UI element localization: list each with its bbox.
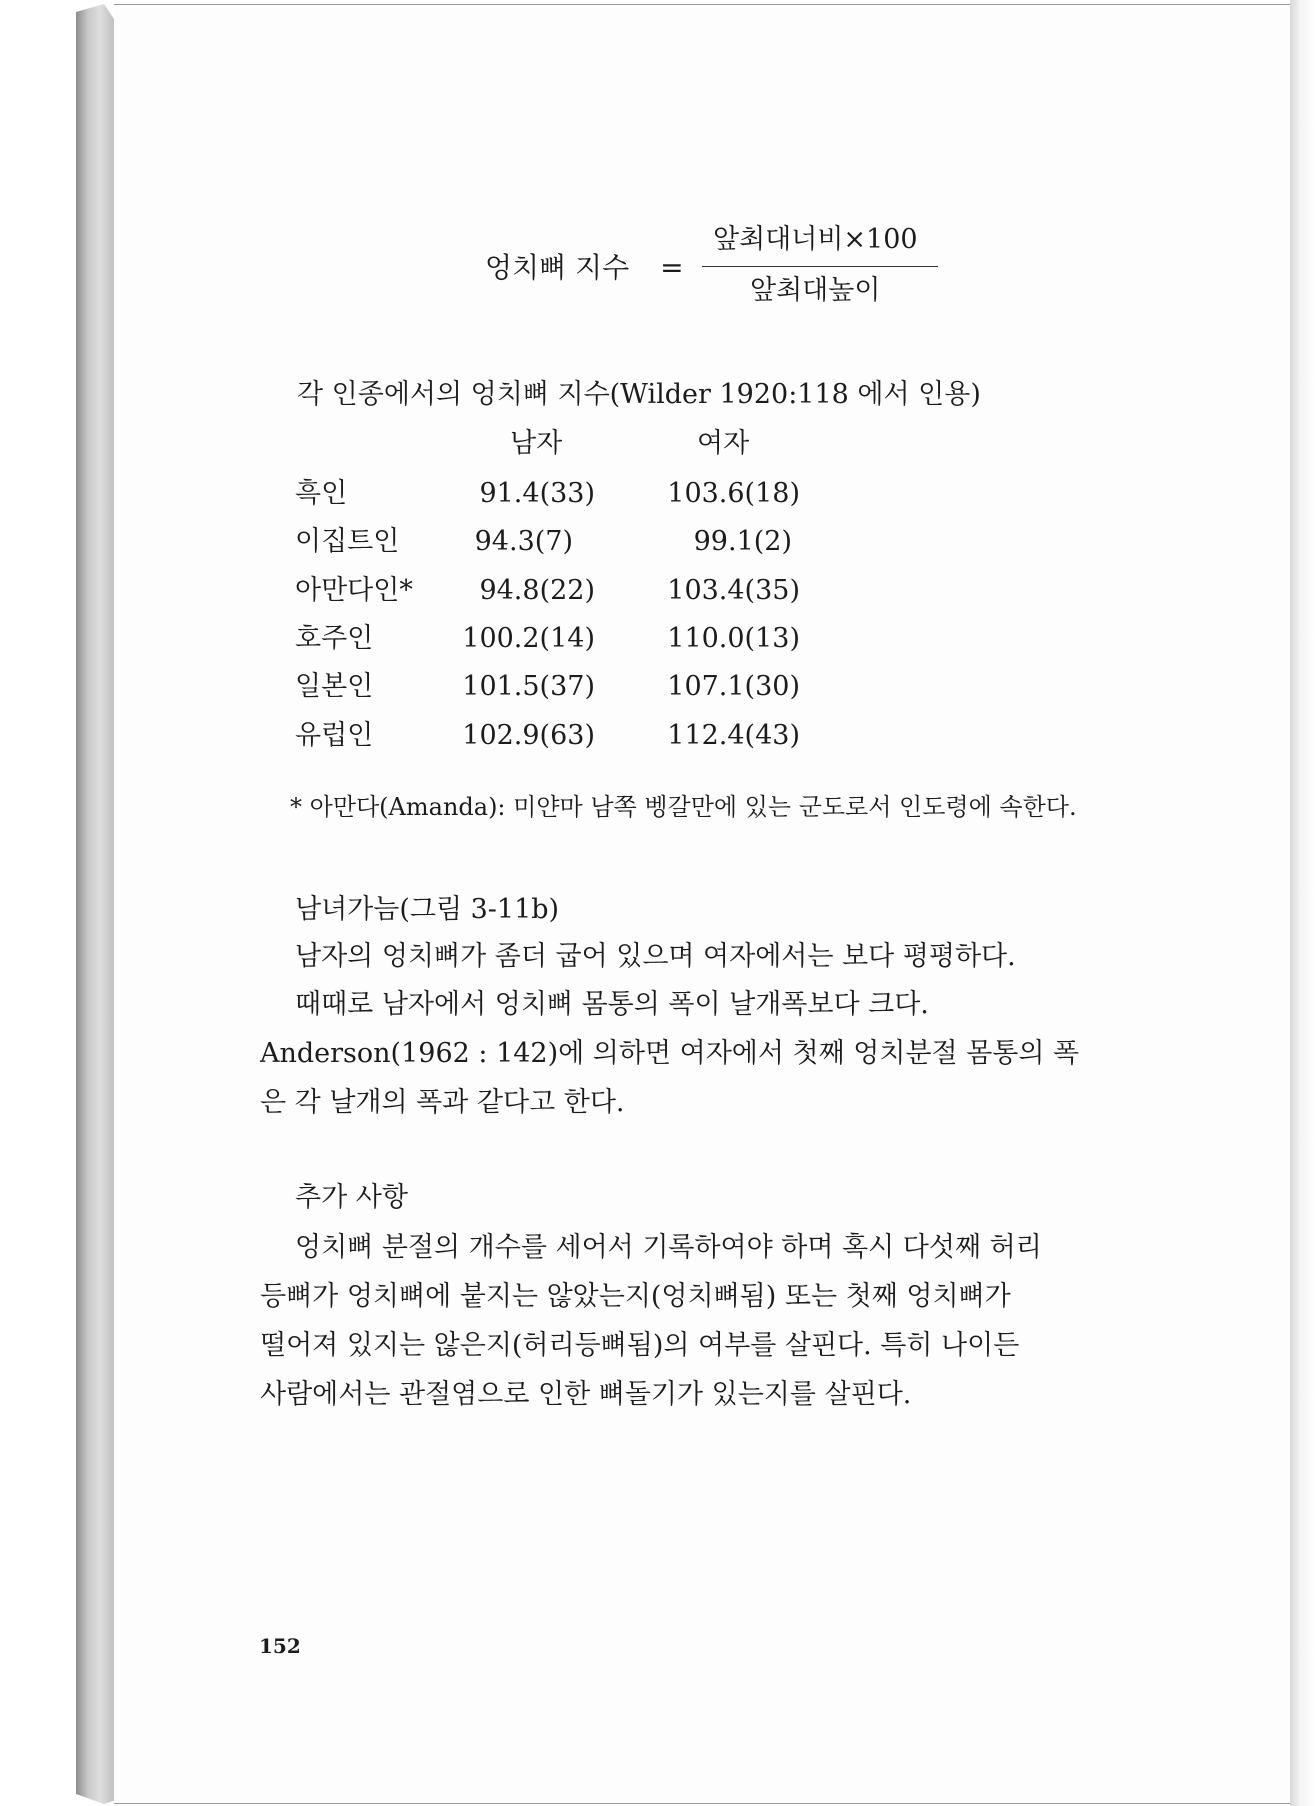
table-caption: 각 인종에서의 엉치뼈 지수(Wilder 1920:118 에서 인용) [297, 379, 981, 410]
paragraph-line: 엉치뼈 분절의 개수를 세어서 기록하여야 하며 혹시 다섯째 허리 [295, 1232, 1042, 1263]
row-label: 유럽인 [295, 720, 374, 751]
female-value: 103.6(18) [667, 478, 800, 509]
paragraph-line: Anderson(1962 : 142)에 의하면 여자에서 첫째 엉치분절 몸통의 폭 [260, 1038, 1080, 1069]
fraction-bar [702, 266, 938, 267]
table-footnote: * 아만다(Amanda): 미얀마 남쪽 벵갈만에 있는 군도로서 인도령에 속한다. [290, 793, 1077, 821]
male-value: 100.2(14) [462, 623, 595, 654]
paragraph-line: 떨어져 있지는 않은지(허리등뼈됨)의 여부를 살핀다. 특히 나이든 [260, 1330, 1020, 1361]
male-value: 94.8(22) [479, 575, 595, 606]
row-label: 일본인 [295, 671, 374, 702]
male-value: 101.5(37) [462, 671, 595, 702]
paragraph-line: 은 각 날개의 폭과 같다고 한다. [260, 1087, 625, 1118]
female-value: 110.0(13) [667, 623, 800, 654]
section-heading-additional-notes: 추가 사항 [295, 1182, 408, 1213]
row-label: 호주인 [295, 623, 374, 654]
row-label: 흑인 [295, 478, 348, 509]
formula-equals: = [660, 251, 684, 284]
formula-lhs-text: 엉치뼈 지수 [485, 251, 630, 284]
female-value: 103.4(35) [667, 575, 800, 606]
page-number: 152 [259, 1634, 301, 1658]
male-value: 102.9(63) [462, 720, 595, 751]
male-value: 94.3(7) [474, 526, 573, 557]
paragraph-line: 남자의 엉치뼈가 좀더 굽어 있으며 여자에서는 보다 평평하다. [295, 941, 1016, 972]
book-spine [76, 4, 116, 1804]
page-edge [1290, 0, 1315, 1806]
section-heading-sex-estimation: 남녀가늠(그림 3-11b) [295, 894, 560, 925]
female-value: 107.1(30) [667, 671, 800, 702]
formula-denominator: 앞최대높이 [750, 275, 881, 306]
row-label: 아만다인* [295, 575, 413, 606]
book-page [114, 4, 1290, 1804]
paragraph-line: 사람에서는 관절염으로 인한 뼈돌기가 있는지를 살핀다. [260, 1379, 912, 1410]
male-value: 91.4(33) [479, 478, 595, 509]
column-header-male: 남자 [510, 428, 563, 459]
paragraph-line: 등뼈가 엉치뼈에 붙지는 않았는지(엉치뼈됨) 또는 첫째 엉치뼈가 [260, 1281, 1011, 1312]
formula-numerator: 앞최대너비×100 [713, 224, 918, 255]
female-value: 112.4(43) [667, 720, 800, 751]
row-label: 이집트인 [295, 526, 400, 557]
paragraph-line: 때때로 남자에서 엉치뼈 몸통의 폭이 날개폭보다 크다. [295, 989, 929, 1020]
formula-lhs [485, 251, 684, 284]
column-header-female: 여자 [697, 428, 750, 459]
female-value: 99.1(2) [693, 526, 792, 557]
